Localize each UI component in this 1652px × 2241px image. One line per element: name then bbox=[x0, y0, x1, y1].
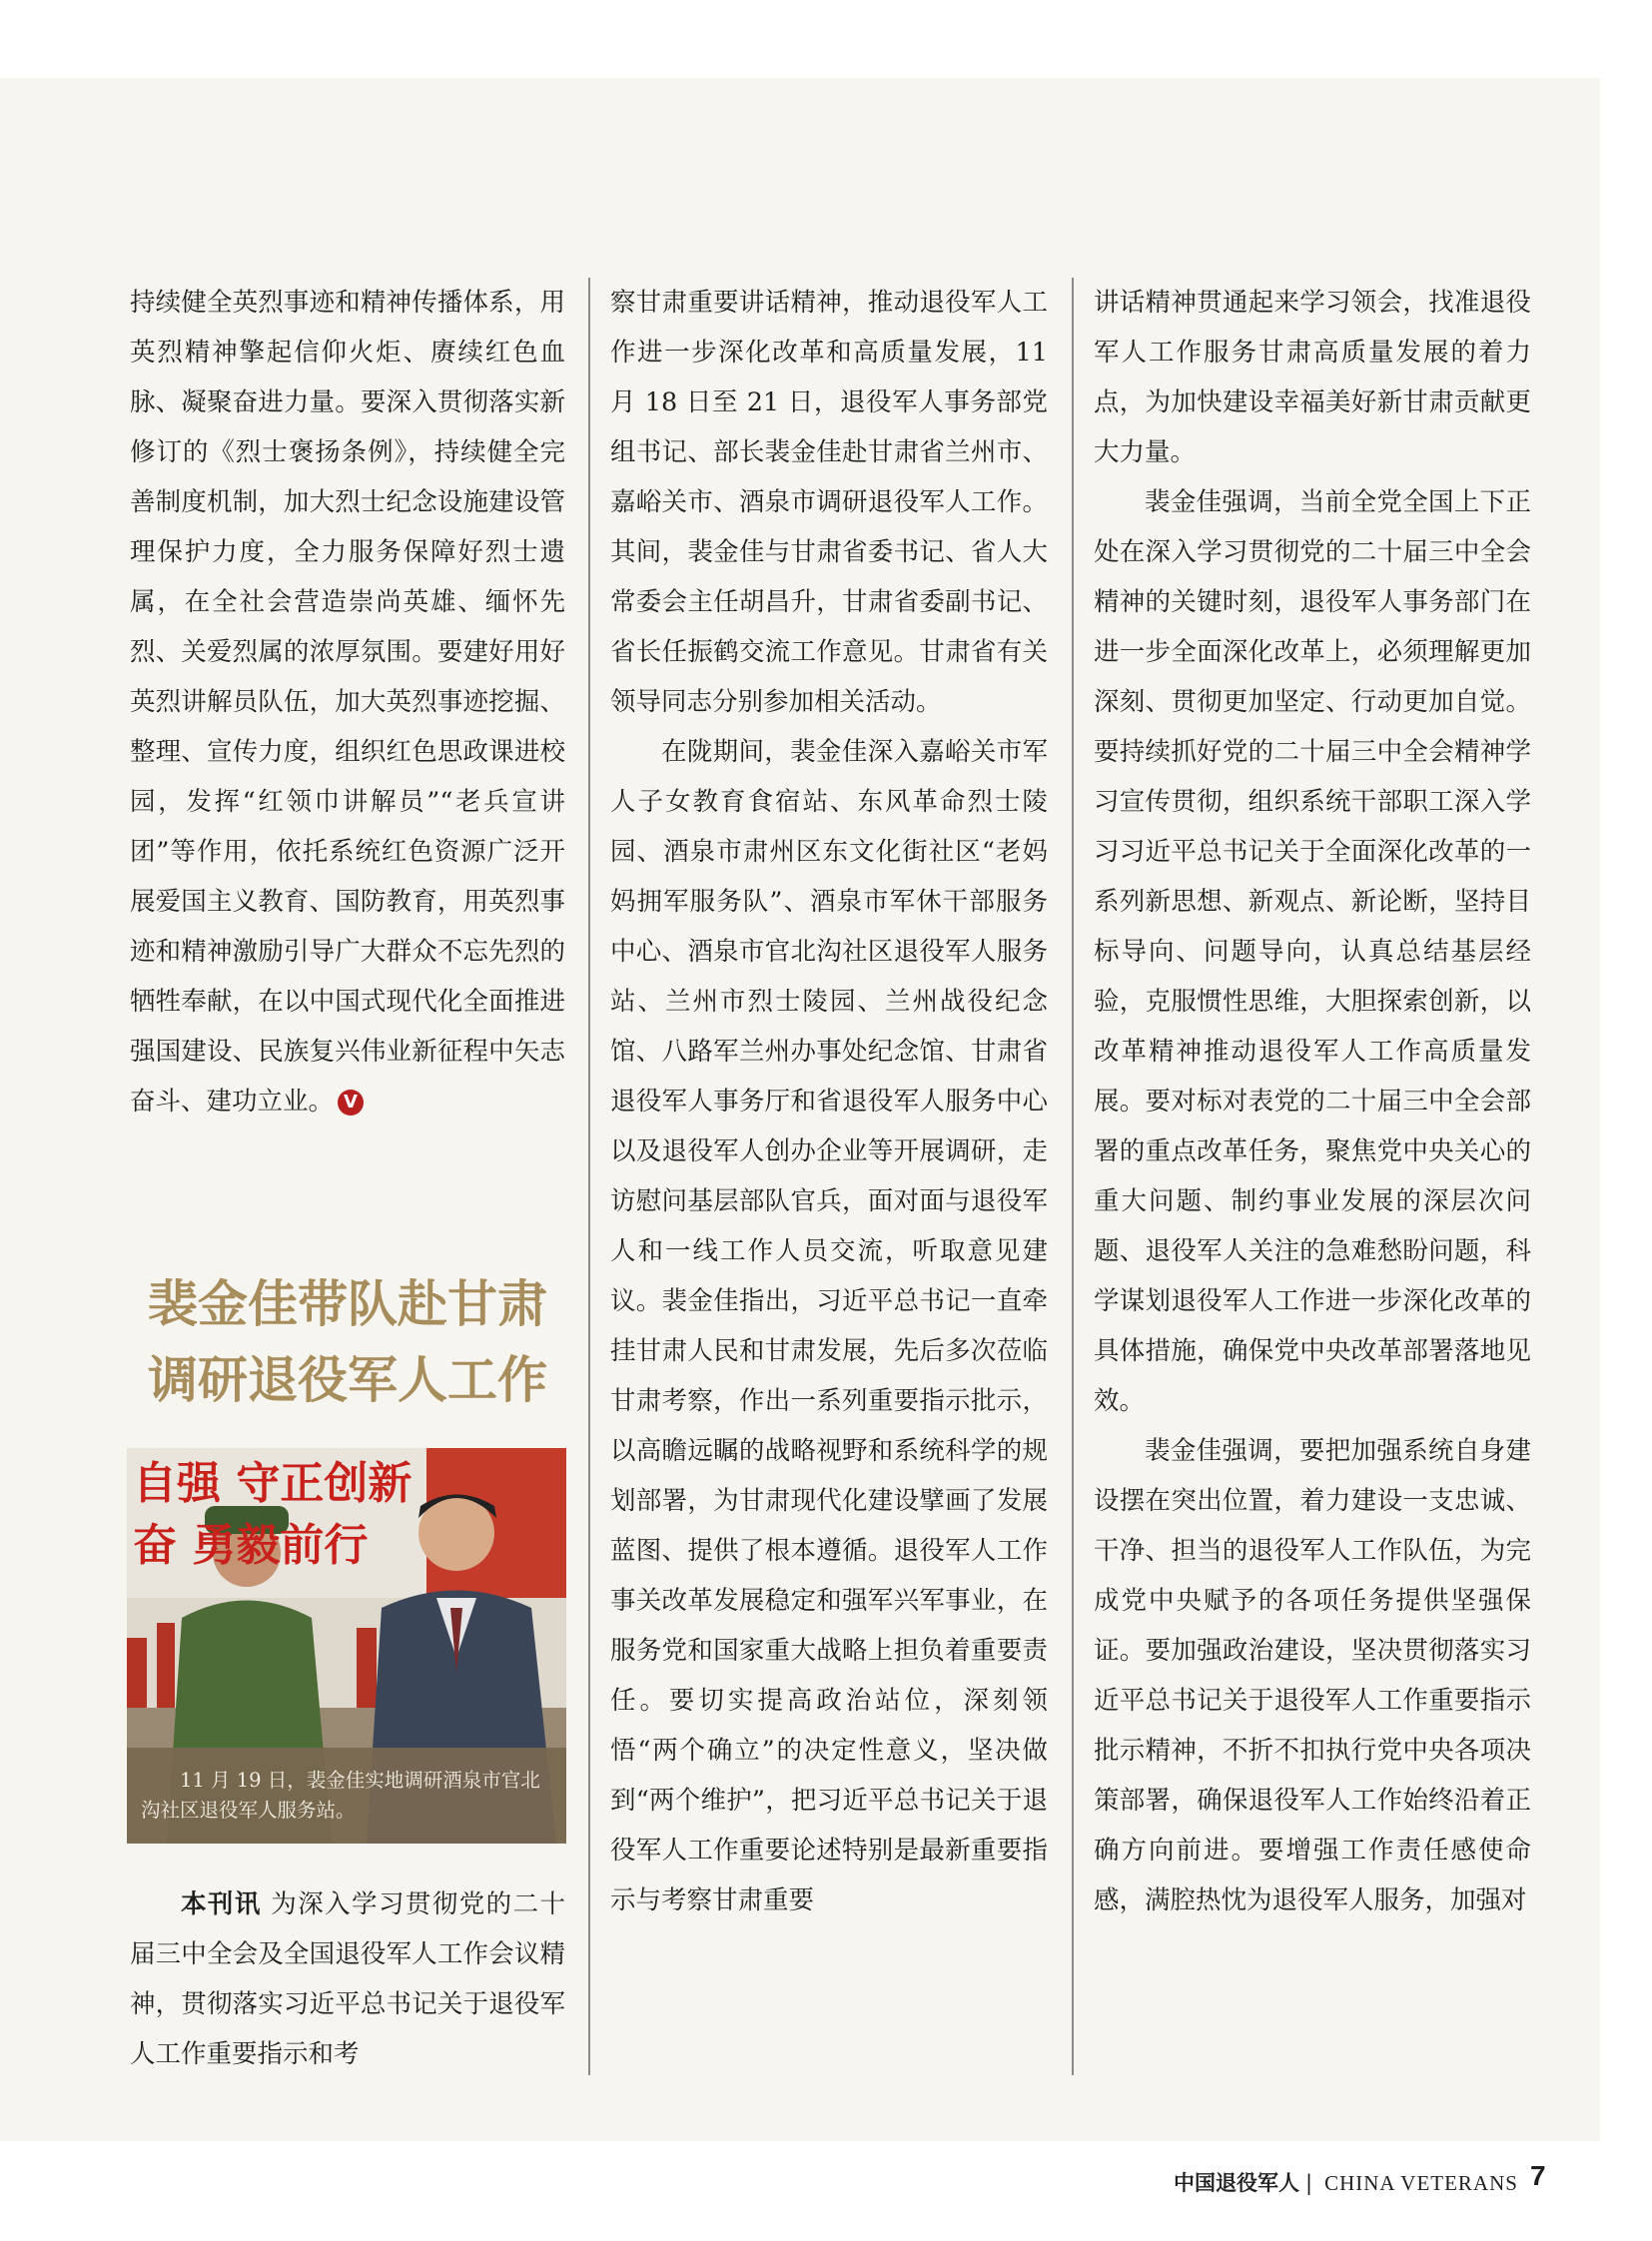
page-footer bbox=[1174, 2167, 1518, 2197]
paragraph: 讲话精神贯通起来学习领会，找准退役军人工作服务甘肃高质量发展的着力点，为加快建设幸福美好新甘肃贡献更大力量。 bbox=[1094, 288, 1531, 467]
end-mark-icon: V bbox=[338, 1090, 364, 1116]
banner-slogan-line2: 奋 勇毅前行 bbox=[133, 1520, 369, 1571]
column-divider bbox=[1072, 278, 1074, 2075]
paragraph: 在陇期间，裴金佳深入嘉峪关市军人子女教育食宿站、东风革命烈士陵园、酒泉市肃州区东文化街社区“老妈妈拥军服务队”、酒泉市军休干部服务中心、酒泉市官北沟社区退役军人服务站、兰州市烈士陵园、兰州战役纪念馆、八路军兰州办事处纪念馆、甘肃省退役军人事务厅和省退役军人服务中心以及退役军人创办企业等开展调研，走访慰问基层部队官兵，面对面与退役军人和一线工作人员交流，听取意见建议。裴金佳指出，习近平总书记一直牵挂甘肃人民和甘肃发展，先后多次莅临甘肃考察，作出一系列重要指示批示，以高瞻远瞩的战略视野和系统科学的规划部署，为甘肃现代化建设擘画了发展蓝图、提供了根本遵循。退役军人工作事关改革发展稳定和强军兴军事业，在服务党和国家重大战略上担负着重要责任。要切实提高政治站位，深刻领悟“两个确立”的决定性意义，坚决做到“两个维护”，把习近平总书记关于退役军人工作重要论述特别是最新重要指示与考察甘肃重要 bbox=[610, 737, 1048, 1915]
paragraph: 裴金佳强调，当前全党全国上下正处在深入学习贯彻党的二十届三中全会精神的关键时刻，退役军人事务部门在进一步全面深化改革上，必须理解更加深刻、贯彻更加坚定、行动更加自觉。要持续抓好党的二十届三中全会精神学习宣传贯彻，组织系统干部职工深入学习习近平总书记关于全面深化改革的一系列新思想、新观点、新论断，坚持目标导向、问题导向，认真总结基层经验，克服惯性思维，大胆探索创新，以改革精神推动退役军人工作高质量发展。要对标对表党的二十届三中全会部署的重点改革任务，聚焦党中央关心的重大问题、制约事业发展的深层次问题、退役军人关注的急难愁盼问题，科学谋划退役军人工作进一步深化改革的具体措施，确保党中央改革部署落地见效。 bbox=[1094, 487, 1531, 1416]
photo-caption: 11 月 19 日，裴金佳实地调研酒泉市官北沟社区退役军人服务站。 bbox=[127, 1748, 566, 1844]
paragraph: 本刊讯 为深入学习贯彻党的二十届三中全会及全国退役军人工作会议精神，贯彻落实习近平总书记关于退役军人工作重要指示和考 bbox=[130, 1889, 565, 2069]
article-column-1-start bbox=[130, 1879, 565, 2079]
headline-line: 裴金佳带队赴甘肃 bbox=[148, 1274, 547, 1333]
magazine-name-en: CHINA VETERANS bbox=[1324, 2171, 1518, 2195]
article-headline bbox=[130, 1266, 565, 1418]
paragraph: 察甘肃重要讲话精神，推动退役军人工作进一步深化改革和高质量发展，11 月 18 日至 21 日，退役军人事务部党组书记、部长裴金佳赴甘肃省兰州市、嘉峪关市、酒泉市调研退役军人工作。其间，裴金佳与甘肃省委书记、省人大常委会主任胡昌升，甘肃省委副书记、省长任振鹤交流工作意见。甘肃省有关领导同志分别参加相关活动。 bbox=[610, 288, 1048, 717]
article-column-1 bbox=[130, 278, 565, 1126]
lead-label: 本刊讯 bbox=[181, 1889, 262, 1919]
banner-slogan-line1: 自强 守正创新 bbox=[133, 1458, 413, 1509]
headline-line: 调研退役军人工作 bbox=[148, 1350, 547, 1409]
page-number: 7 bbox=[1530, 2160, 1546, 2191]
column-divider bbox=[588, 278, 590, 2075]
magazine-name: 中国退役军人 bbox=[1174, 2171, 1299, 2195]
article-column-2 bbox=[610, 278, 1048, 1925]
paragraph: 裴金佳强调，要把加强系统自身建设摆在突出位置，着力建设一支忠诚、干净、担当的退役军人工作队伍，为完成党中央赋予的各项任务提供坚强保证。要加强政治建设，坚决贯彻落实习近平总书记关于退役军人工作重要指示批示精神，不折不扣执行党中央各项决策部署，确保退役军人工作始终沿着正确方向前进。要增强工作责任感使命感，满腔热忱为退役军人服务，加强对 bbox=[1094, 1436, 1531, 1915]
article-column-3 bbox=[1094, 278, 1531, 1925]
footer-separator: | bbox=[1305, 2171, 1313, 2195]
paragraph: 持续健全英烈事迹和精神传播体系，用英烈精神擎起信仰火炬、赓续红色血脉、凝聚奋进力量。要深入贯彻落实新修订的《烈士褒扬条例》，持续健全完善制度机制，加大烈士纪念设施建设管理保护力度，全力服务保障好烈士遗属，在全社会营造崇尚英雄、缅怀先烈、关爱烈属的浓厚氛围。要建好用好英烈讲解员队伍，加大英烈事迹挖掘、整理、宣传力度，组织红色思政课进校园，发挥“红领巾讲解员”“老兵宣讲团”等作用，依托系统红色资源广泛开展爱国主义教育、国防教育，用英烈事迹和精神激励引导广大群众不忘先烈的牺牲奉献，在以中国式现代化全面推进强国建设、民族复兴伟业新征程中矢志奋斗、建功立业。 V bbox=[130, 288, 565, 1117]
